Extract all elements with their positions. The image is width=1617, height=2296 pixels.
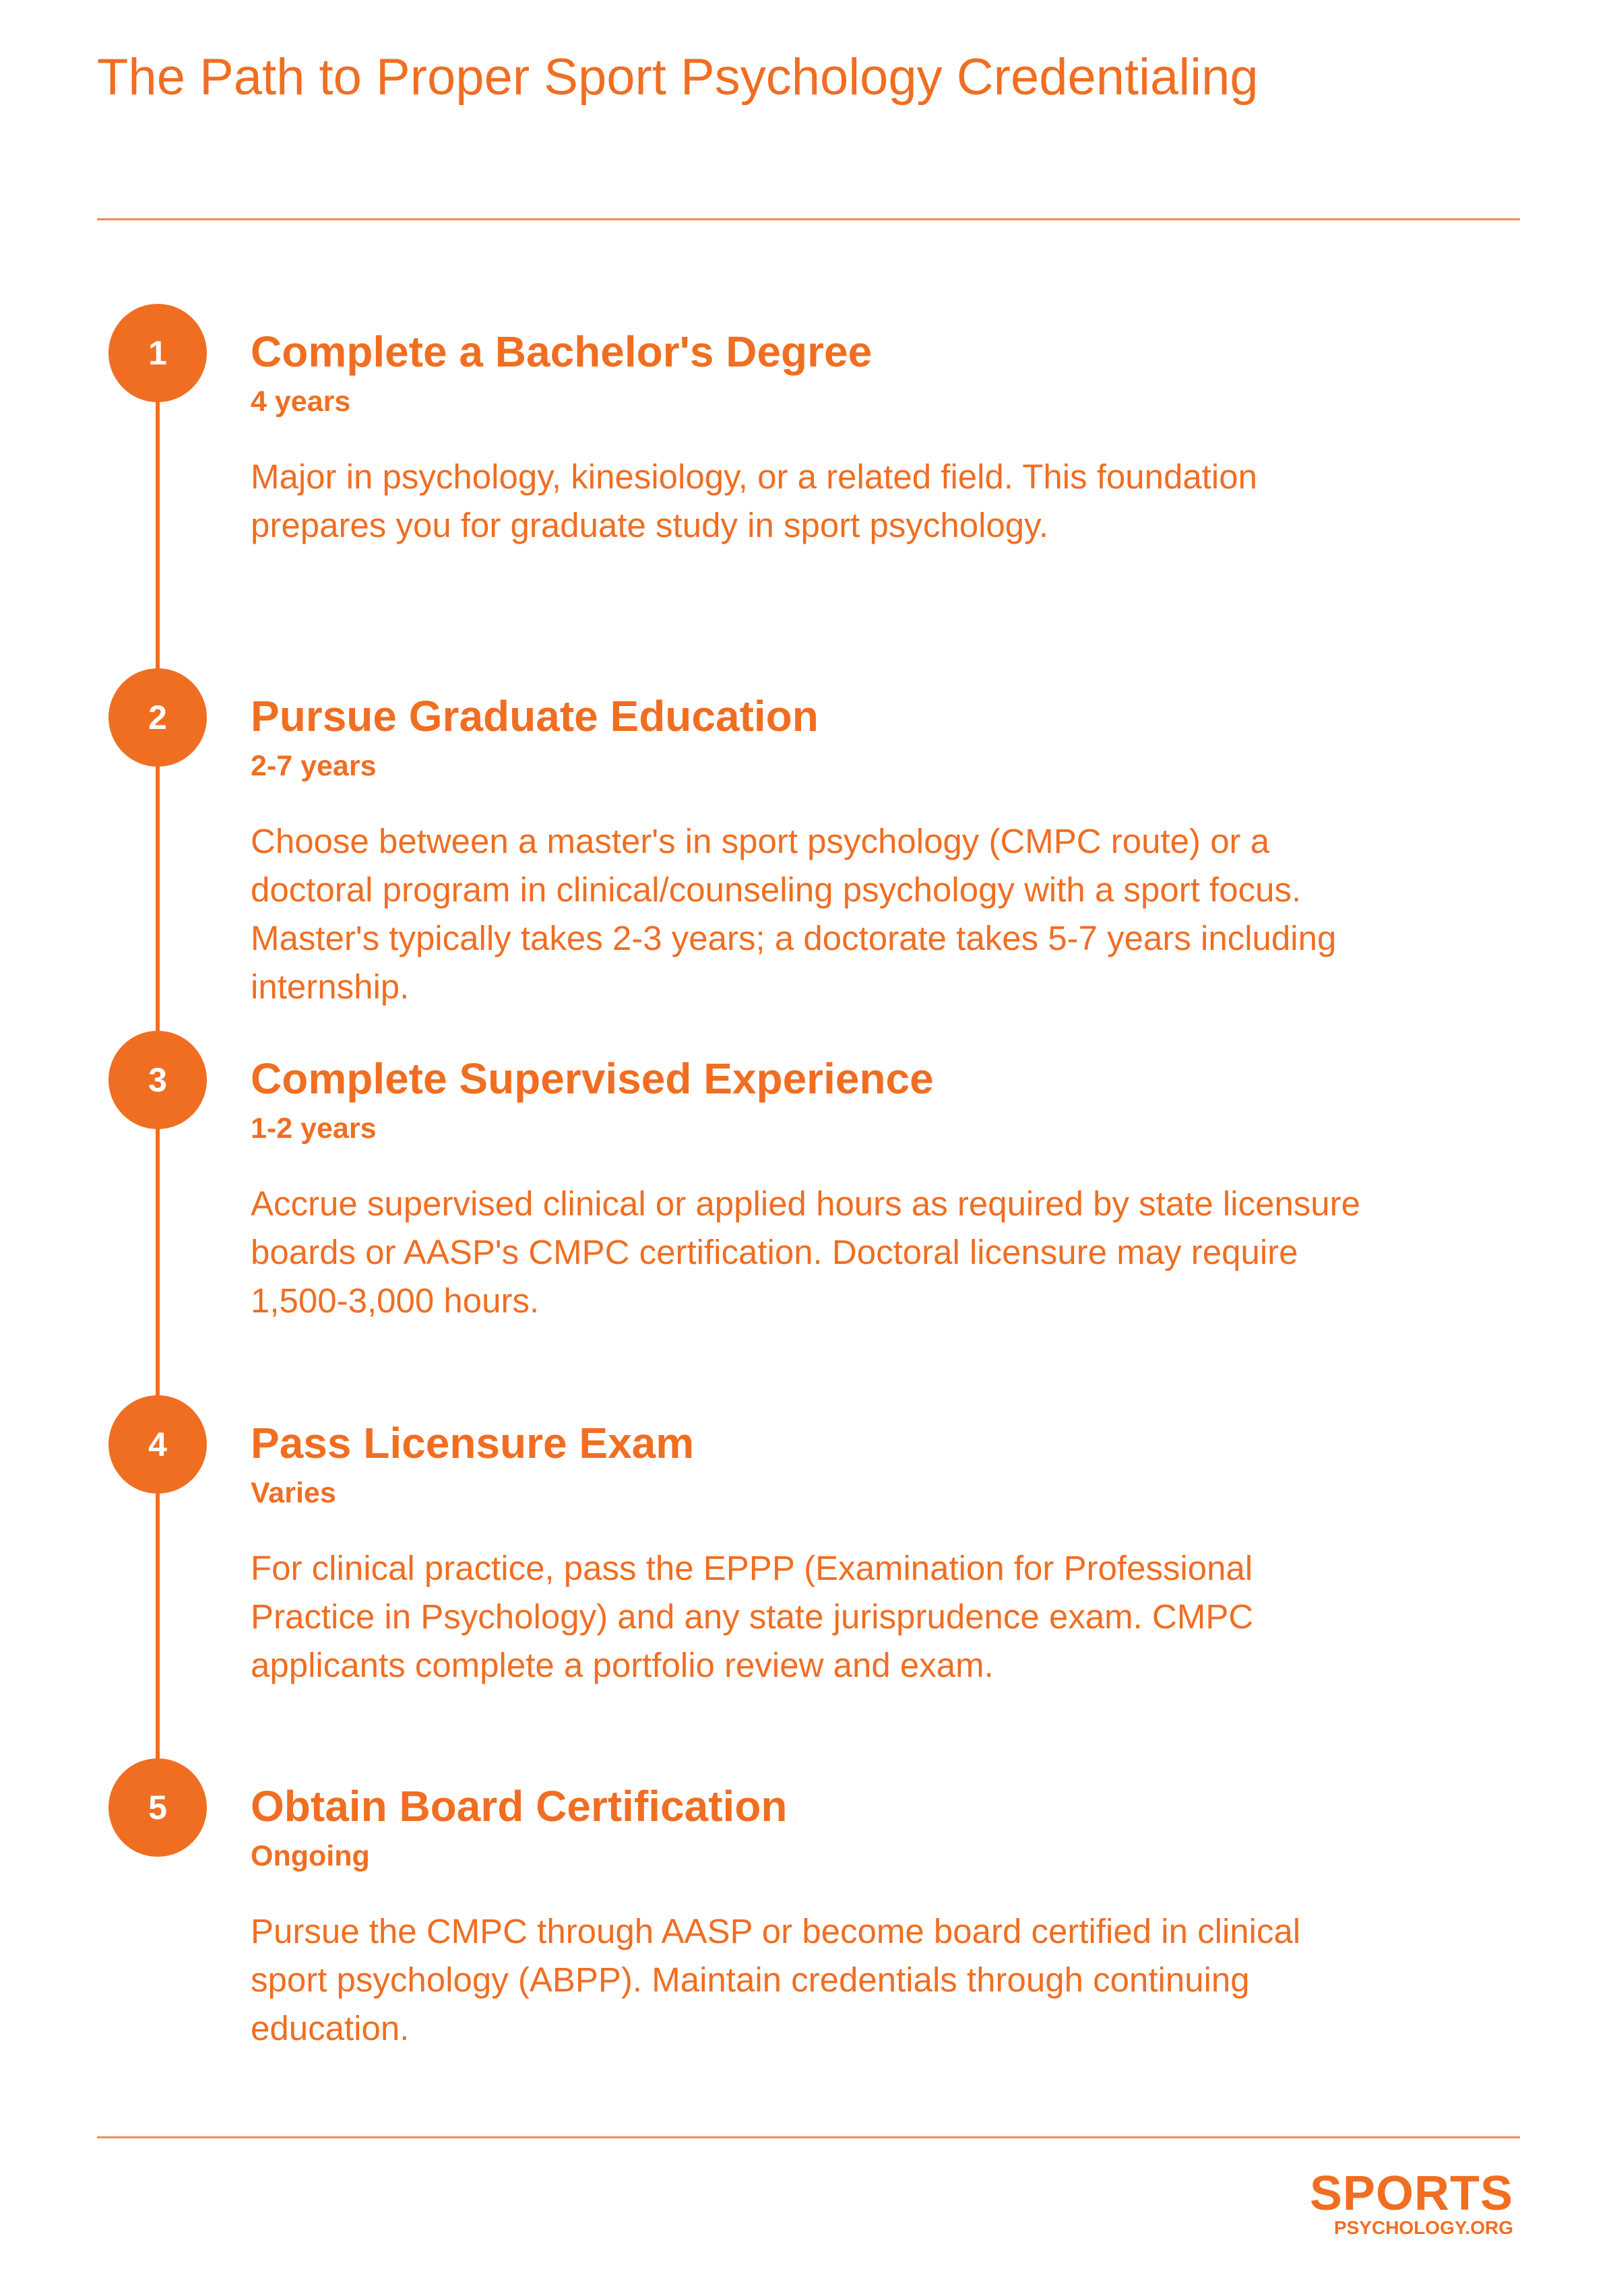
- page-title: The Path to Proper Sport Psychology Credentialing: [97, 49, 1259, 106]
- step-1-number-badge: 1: [108, 304, 207, 402]
- step-4-description: For clinical practice, pass the EPPP (Examination for Professional Practice in Psychology) and any state jurisprudence exam. CMPC applicants complete a portfolio review and exam.: [251, 1549, 1254, 1684]
- step-4-number-badge: 4: [108, 1395, 207, 1494]
- step-4-duration: Varies: [251, 1477, 336, 1509]
- logo-wordmark: SPORTS: [1309, 2167, 1513, 2221]
- bottom-divider: [97, 2136, 1520, 2138]
- step-1-duration: 4 years: [251, 385, 351, 418]
- step-5-title: Obtain Board Certification: [251, 1782, 788, 1830]
- step-3-number-badge: 3: [108, 1031, 207, 1129]
- step-3: [251, 1053, 1362, 1325]
- top-divider: [97, 218, 1520, 220]
- step-1-description: Major in psychology, kinesiology, or a related field. This foundation prepares you for graduate study in sport psychology.: [251, 457, 1257, 544]
- logo-subtitle: PSYCHOLOGY.ORG: [1333, 2217, 1513, 2238]
- step-3-title: Complete Supervised Experience: [251, 1054, 934, 1103]
- step-5-description: Pursue the CMPC through AASP or become board certified in clinical sport psychology (ABPP). Maintain credentials through continuing education.: [251, 1912, 1301, 2047]
- step-2-description: Choose between a master's in sport psychology (CMPC route) or a doctoral program in clinical/counseling psychology with a sport focus. Master's typically takes 2-3 years; a doctorate takes 5-7 years including internship.: [251, 822, 1337, 1006]
- step-5: [251, 1781, 1362, 2053]
- step-5-number-badge: 5: [108, 1758, 207, 1857]
- step-4-title: Pass Licensure Exam: [251, 1419, 695, 1467]
- step-2-duration: 2-7 years: [251, 750, 377, 782]
- step-1: [251, 326, 1362, 550]
- step-2-number-badge: 2: [108, 668, 207, 767]
- sports-psychology-logo: [1271, 2167, 1513, 2238]
- step-5-duration: Ongoing: [251, 1840, 370, 1872]
- step-3-description: Accrue supervised clinical or applied hours as required by state licensure boards or AASP's CMPC certification. Doctoral licensure may require 1,500-3,000 hours.: [251, 1184, 1361, 1320]
- step-4: [251, 1417, 1362, 1690]
- step-2: [251, 691, 1362, 1011]
- step-2-title: Pursue Graduate Education: [251, 692, 819, 740]
- step-3-duration: 1-2 years: [251, 1112, 377, 1145]
- step-1-title: Complete a Bachelor's Degree: [251, 327, 873, 376]
